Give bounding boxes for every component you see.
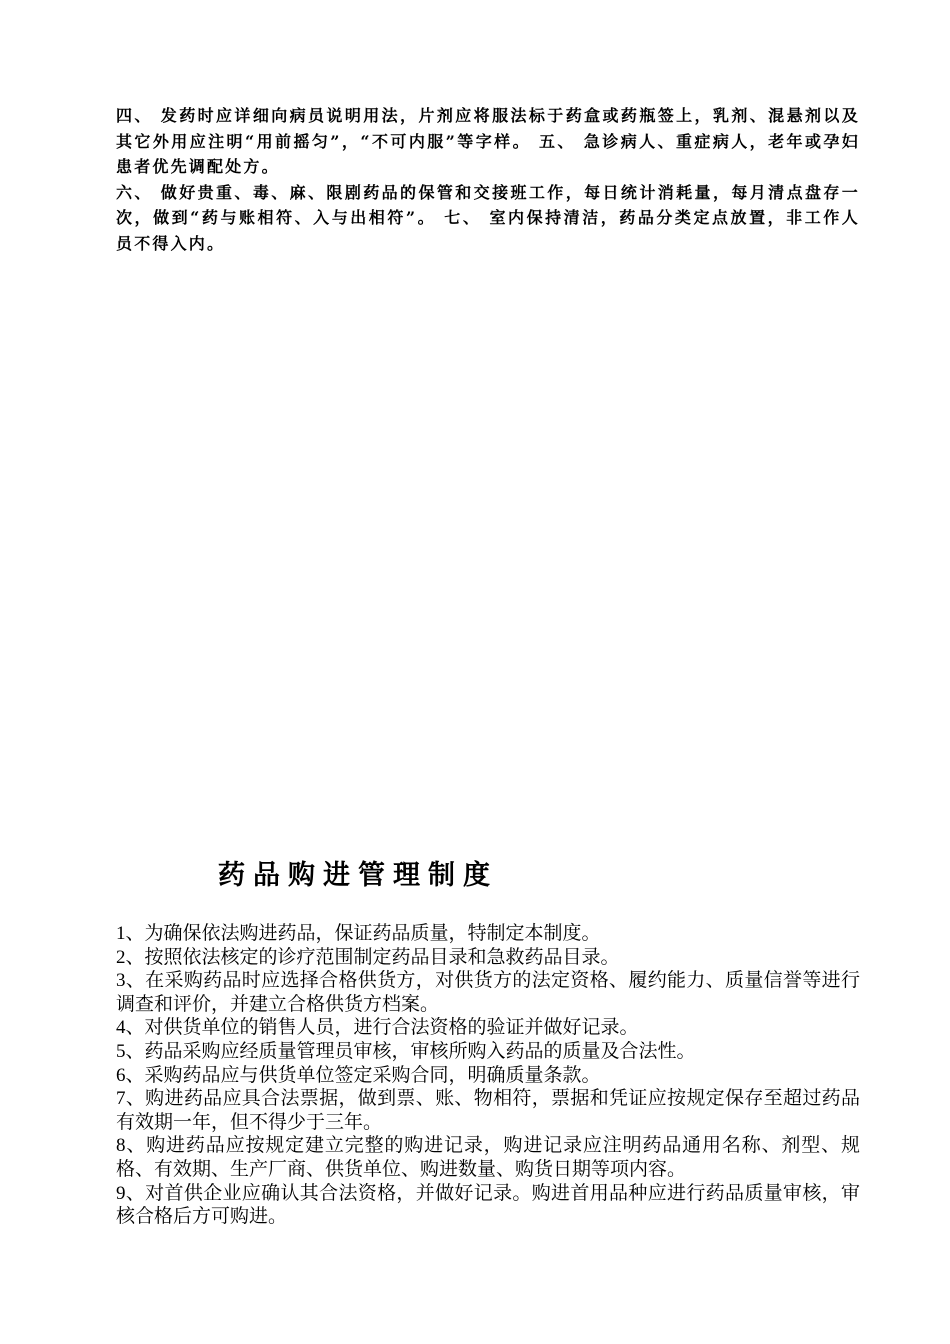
list-item: 4、对供货单位的销售人员，进行合法资格的验证并做好记录。	[116, 1017, 639, 1039]
paragraph-rules-6-7: 六、 做好贵重、毒、麻、限剧药品的保管和交接班工作，每日统计消耗量，每月清点盘存一次，做到“药与账相符、入与出相符”。 七、 室内保持清洁，药品分类定点放置，非工作人员不得入内。	[116, 182, 860, 253]
list-item: 5、药品采购应经质量管理员审核，审核所购入药品的质量及合法性。	[116, 1040, 696, 1062]
list-item: 8、购进药品应按规定建立完整的购进记录，购进记录应注明药品通用名称、剂型、规格、有效期、生产厂商、供货单位、购进数量、购货日期等项内容。	[116, 1135, 860, 1180]
list-item: 1、为确保依法购进药品，保证药品质量，特制定本制度。	[116, 923, 601, 944]
list-item: 7、购进药品应具合法票据，做到票、账、物相符，票据和凭证应按规定保存至超过药品有效期一年，但不得少于三年。	[116, 1088, 860, 1133]
list-item: 6、采购药品应与供货单位签定采购合同，明确质量条款。	[116, 1064, 601, 1086]
page-title: 药品购进管理制度	[218, 860, 498, 891]
paragraph-rules-4-5: 四、 发药时应详细向病员说明用法，片剂应将服法标于药盒或药瓶签上，乳剂、混悬剂以及其它外用应注明“用前摇匀”，“不可内服”等字样。 五、 急诊病人、重症病人，老年或孕妇患者优先调配处方。	[116, 106, 860, 176]
list-item: 3、在采购药品时应选择合格供货方，对供货方的法定资格、履约能力、质量信誉等进行调查和评价，并建立合格供货方档案。	[116, 970, 860, 1015]
list-item: 9、对首供企业应确认其合法资格，并做好记录。购进首用品种应进行药品质量审核，审核合格后方可购进。	[116, 1182, 860, 1228]
purchase-rules-list	[116, 922, 860, 1229]
dispensing-rules-continued	[116, 103, 860, 256]
list-item: 2、按照依法核定的诊疗范围制定药品目录和急救药品目录。	[116, 946, 620, 968]
